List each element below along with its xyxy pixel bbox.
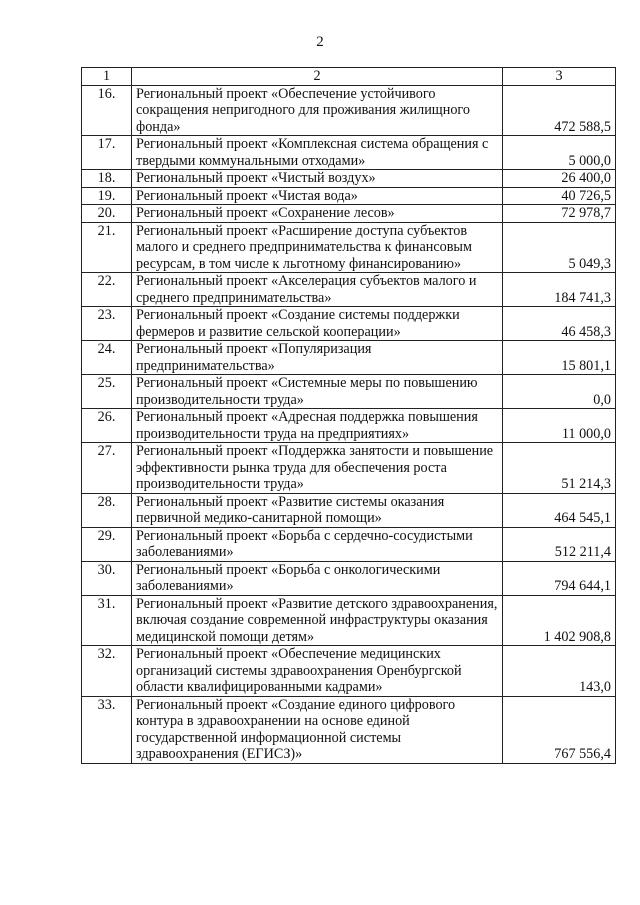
row-project-name: Региональный проект «Обеспечение устойчивого сокращения непригодного для проживания жилищного фонда» bbox=[132, 85, 503, 136]
row-number: 32. bbox=[82, 646, 132, 697]
row-project-name: Региональный проект «Популяризация предпринимательства» bbox=[132, 341, 503, 375]
row-number: 18. bbox=[82, 170, 132, 188]
row-project-name: Региональный проект «Акселерация субъектов малого и среднего предпринимательства» bbox=[132, 273, 503, 307]
row-amount: 72 978,7 bbox=[503, 205, 616, 223]
table-row bbox=[82, 136, 616, 170]
row-project-name: Региональный проект «Адресная поддержка повышения производительности труда на предприятиях» bbox=[132, 409, 503, 443]
table-row bbox=[82, 341, 616, 375]
row-project-name: Региональный проект «Создание системы поддержки фермеров и развитие сельской кооперации» bbox=[132, 307, 503, 341]
row-amount: 5 049,3 bbox=[503, 222, 616, 273]
budget-table bbox=[81, 67, 616, 764]
row-number: 26. bbox=[82, 409, 132, 443]
row-project-name: Региональный проект «Комплексная система обращения с твердыми коммунальными отходами» bbox=[132, 136, 503, 170]
table-row bbox=[82, 307, 616, 341]
row-project-name: Региональный проект «Борьба с сердечно-сосудистыми заболеваниями» bbox=[132, 527, 503, 561]
row-number: 20. bbox=[82, 205, 132, 223]
row-project-name: Региональный проект «Чистый воздух» bbox=[132, 170, 503, 188]
row-amount: 11 000,0 bbox=[503, 409, 616, 443]
table-row bbox=[82, 493, 616, 527]
row-number: 31. bbox=[82, 595, 132, 646]
row-number: 29. bbox=[82, 527, 132, 561]
row-project-name: Региональный проект «Создание единого цифрового контура в здравоохранении на основе единой государственной информационной системы здравоохранения (ЕГИСЗ)» bbox=[132, 696, 503, 763]
row-project-name: Региональный проект «Системные меры по повышению производительности труда» bbox=[132, 375, 503, 409]
table-row bbox=[82, 409, 616, 443]
table-row bbox=[82, 187, 616, 205]
table-row bbox=[82, 205, 616, 223]
row-number: 33. bbox=[82, 696, 132, 763]
row-number: 22. bbox=[82, 273, 132, 307]
table-row bbox=[82, 375, 616, 409]
row-amount: 767 556,4 bbox=[503, 696, 616, 763]
row-amount: 15 801,1 bbox=[503, 341, 616, 375]
row-amount: 26 400,0 bbox=[503, 170, 616, 188]
row-number: 23. bbox=[82, 307, 132, 341]
row-number: 27. bbox=[82, 443, 132, 494]
row-project-name: Региональный проект «Расширение доступа субъектов малого и среднего предпринимательства к финансовым ресурсам, в том числе к льготному финансированию» bbox=[132, 222, 503, 273]
row-amount: 40 726,5 bbox=[503, 187, 616, 205]
row-number: 30. bbox=[82, 561, 132, 595]
table-row bbox=[82, 696, 616, 763]
row-amount: 46 458,3 bbox=[503, 307, 616, 341]
row-amount: 1 402 908,8 bbox=[503, 595, 616, 646]
row-project-name: Региональный проект «Развитие детского здравоохранения, включая создание современной инфраструктуры оказания медицинской помощи детям» bbox=[132, 595, 503, 646]
row-amount: 51 214,3 bbox=[503, 443, 616, 494]
budget-table-body bbox=[82, 68, 616, 764]
row-amount: 5 000,0 bbox=[503, 136, 616, 170]
table-row bbox=[82, 595, 616, 646]
header-col-3: 3 bbox=[503, 68, 616, 86]
row-number: 28. bbox=[82, 493, 132, 527]
table-row bbox=[82, 170, 616, 188]
row-amount: 512 211,4 bbox=[503, 527, 616, 561]
row-project-name: Региональный проект «Борьба с онкологическими заболеваниями» bbox=[132, 561, 503, 595]
table-row bbox=[82, 85, 616, 136]
row-amount: 0,0 bbox=[503, 375, 616, 409]
page-number: 2 bbox=[316, 34, 324, 50]
row-number: 16. bbox=[82, 85, 132, 136]
row-project-name: Региональный проект «Обеспечение медицинских организаций системы здравоохранения Оренбургской области квалифицированными кадрами» bbox=[132, 646, 503, 697]
table-row bbox=[82, 443, 616, 494]
table-header-row bbox=[82, 68, 616, 86]
row-number: 17. bbox=[82, 136, 132, 170]
row-number: 19. bbox=[82, 187, 132, 205]
table-row bbox=[82, 646, 616, 697]
row-project-name: Региональный проект «Сохранение лесов» bbox=[132, 205, 503, 223]
row-amount: 184 741,3 bbox=[503, 273, 616, 307]
row-amount: 143,0 bbox=[503, 646, 616, 697]
row-amount: 472 588,5 bbox=[503, 85, 616, 136]
row-amount: 794 644,1 bbox=[503, 561, 616, 595]
header-col-1: 1 bbox=[82, 68, 132, 86]
row-number: 21. bbox=[82, 222, 132, 273]
header-col-2: 2 bbox=[132, 68, 503, 86]
row-project-name: Региональный проект «Развитие системы оказания первичной медико-санитарной помощи» bbox=[132, 493, 503, 527]
table-row bbox=[82, 527, 616, 561]
table-row bbox=[82, 561, 616, 595]
row-number: 24. bbox=[82, 341, 132, 375]
table-row bbox=[82, 273, 616, 307]
row-project-name: Региональный проект «Поддержка занятости и повышение эффективности рынка труда для обеспечения роста производительности труда» bbox=[132, 443, 503, 494]
row-number: 25. bbox=[82, 375, 132, 409]
row-amount: 464 545,1 bbox=[503, 493, 616, 527]
row-project-name: Региональный проект «Чистая вода» bbox=[132, 187, 503, 205]
table-row bbox=[82, 222, 616, 273]
